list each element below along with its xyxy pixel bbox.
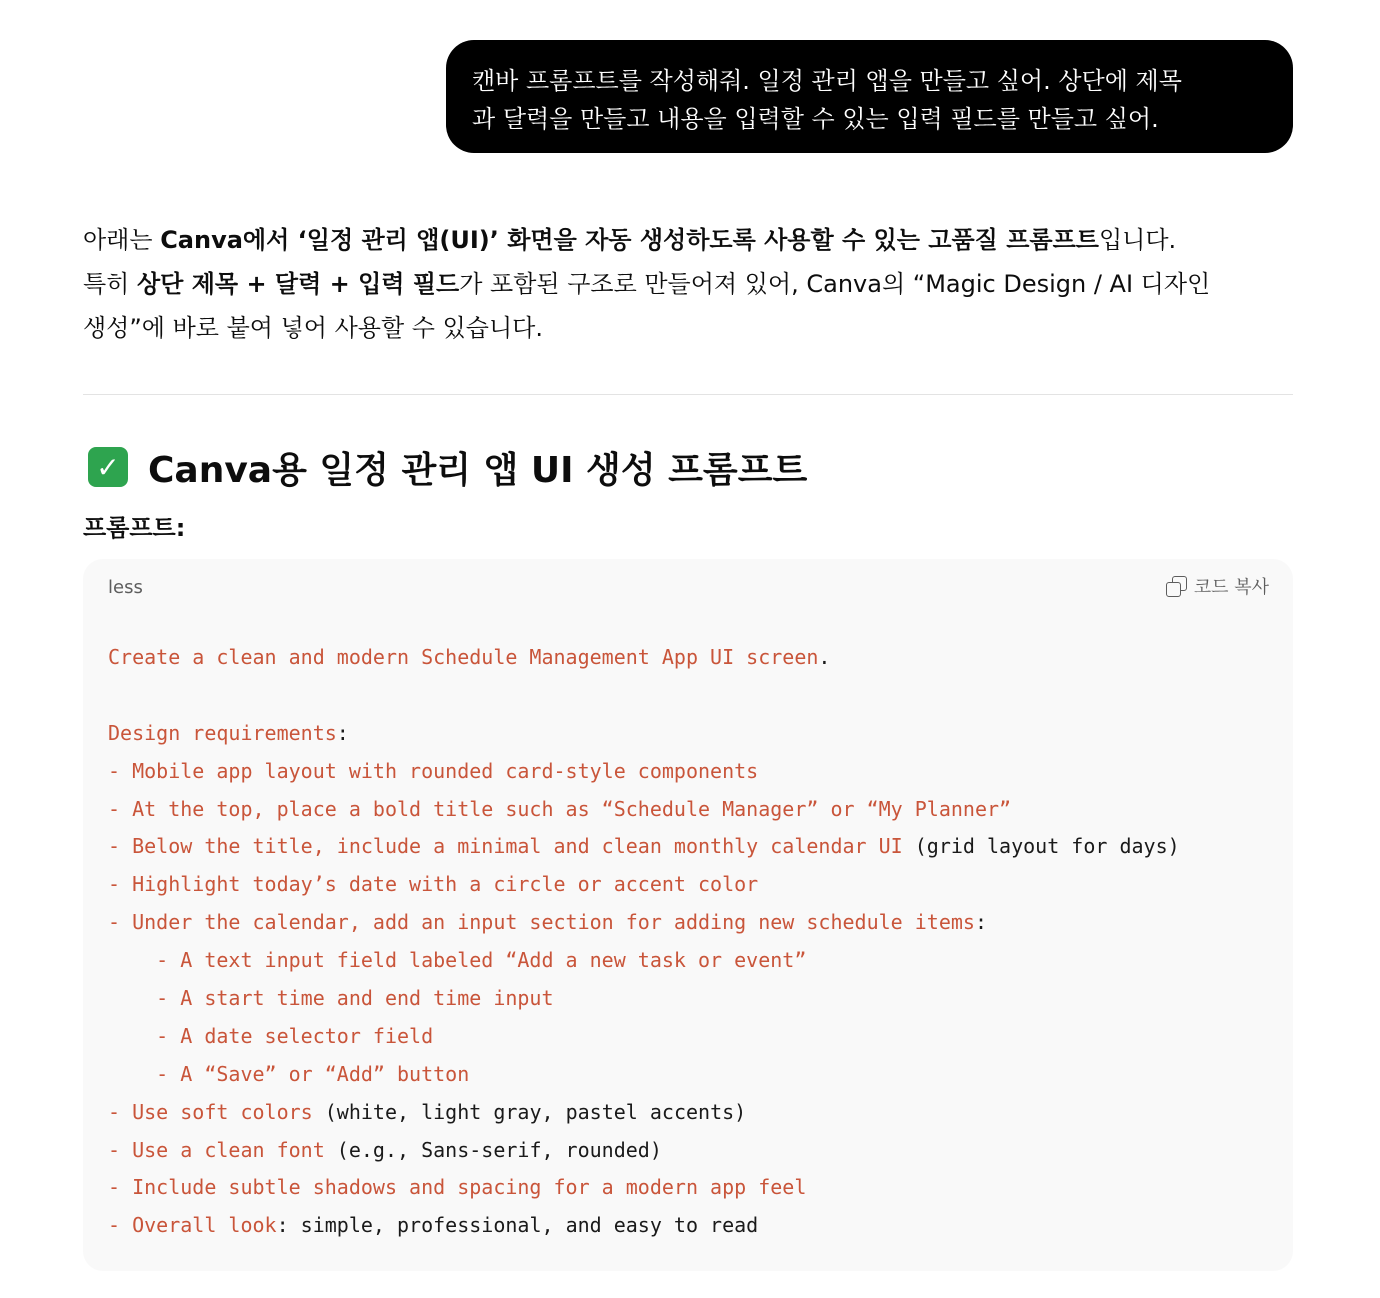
intro-line-3: 생성”에 바로 붙여 넣어 사용할 수 있습니다. — [83, 314, 543, 342]
intro-text: 가 포함된 구조로 만들어져 있어, Canva의 “Magic Design / AI 디자인 — [459, 270, 1211, 298]
code-token: (e.g., Sans-serif, rounded) — [336, 1137, 662, 1162]
code-token: - Overall look — [108, 1213, 277, 1238]
intro-text: 입니다. — [1098, 226, 1177, 254]
check-mark-button-icon: ✓ — [88, 447, 128, 487]
code-line — [108, 639, 1273, 677]
section-heading-text: Canva용 일정 관리 앱 UI 생성 프롬프트 — [148, 449, 808, 491]
code-line — [108, 980, 1273, 1018]
code-token: - Below the title, include a minimal and clean monthly calendar UI — [108, 834, 915, 859]
code-line — [108, 1094, 1273, 1132]
code-token: Create a clean and modern Schedule Management App UI screen — [108, 645, 819, 669]
code-line — [108, 904, 1273, 942]
code-line — [108, 942, 1273, 980]
code-token: : simple, professional, and easy to read — [276, 1213, 759, 1238]
code-token: - At the top, place a bold title such as “Schedule Manager” or “My Planner” — [108, 796, 1012, 821]
user-message-bubble — [446, 40, 1293, 153]
code-token: - A start time and end time input — [108, 986, 554, 1011]
code-token: - A date selector field — [108, 1023, 434, 1048]
code-token: - Under the calendar, add an input section for adding new schedule items — [108, 910, 975, 935]
copy-code-label: 코드 복사 — [1193, 577, 1269, 598]
code-language-label: less — [108, 577, 143, 598]
intro-text: 아래는 — [83, 226, 161, 254]
code-token: - Include subtle shadows and spacing for a modern app feel — [108, 1175, 807, 1200]
code-token: - Use soft colors — [108, 1099, 325, 1124]
code-line — [108, 1207, 1273, 1245]
copy-code-button[interactable] — [1166, 573, 1269, 599]
code-line — [108, 715, 1273, 753]
code-line — [108, 753, 1273, 791]
code-token: - Highlight today’s date with a circle or accent color — [108, 872, 759, 897]
code-token: - Use a clean font — [108, 1137, 337, 1162]
code-token: : — [336, 720, 349, 745]
intro-text: 특히 — [83, 270, 137, 298]
user-message-line-2: 과 달력을 만들고 내용을 입력할 수 있는 입력 필드를 만들고 싶어. — [472, 105, 1159, 133]
code-token: : — [974, 910, 987, 935]
copy-icon — [1166, 576, 1186, 596]
code-line — [108, 1132, 1273, 1170]
code-line — [108, 1169, 1273, 1207]
code-token: - Mobile app layout with rounded card-style components — [108, 758, 759, 783]
code-line — [108, 1018, 1273, 1056]
code-token: (grid layout for days) — [914, 834, 1180, 859]
code-token: . — [818, 645, 831, 669]
code-line — [108, 1056, 1273, 1094]
intro-bold: Canva에서 ‘일정 관리 앱(UI)’ 화면을 자동 생성하도록 사용할 수 있는 고품질 프롬프트 — [160, 226, 1099, 254]
code-line — [108, 828, 1273, 866]
code-token: - A text input field labeled “Add a new task or event” — [108, 948, 807, 973]
intro-line-1 — [83, 218, 1293, 262]
section-divider — [83, 394, 1293, 395]
code-token: Design requirements — [108, 720, 337, 745]
code-line — [108, 791, 1273, 829]
assistant-answer — [83, 218, 1293, 350]
section-heading — [88, 440, 807, 494]
code-line — [108, 677, 1273, 715]
code-block — [83, 559, 1293, 1271]
code-line — [108, 866, 1273, 904]
prompt-label: 프롬프트: — [83, 514, 186, 542]
intro-paragraph — [83, 218, 1293, 350]
intro-bold: 상단 제목 + 달력 + 입력 필드 — [137, 270, 460, 298]
code-token: - A “Save” or “Add” button — [108, 1061, 470, 1086]
code-token: (white, light gray, pastel accents) — [324, 1099, 747, 1124]
code-content — [108, 639, 1273, 1245]
intro-line-2 — [83, 262, 1293, 306]
user-message-line-1: 캔바 프롬프트를 작성해줘. 일정 관리 앱을 만들고 싶어. 상단에 제목 — [472, 67, 1182, 95]
